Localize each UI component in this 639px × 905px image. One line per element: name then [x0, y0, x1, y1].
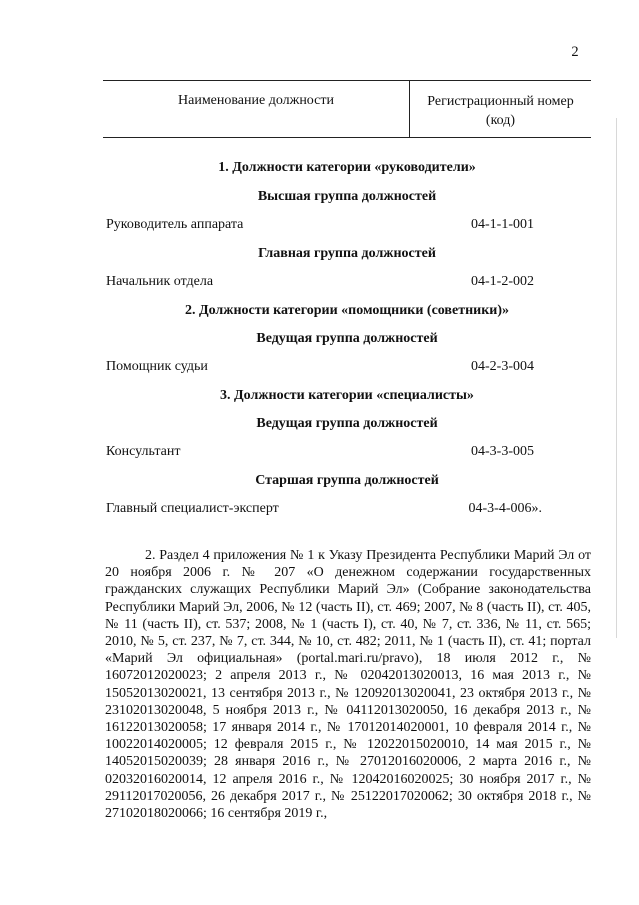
position-name: Руководитель аппарата	[106, 217, 244, 232]
scan-artifact-line	[616, 118, 617, 638]
section-title: 2. Должности категории «помощники (советники)»	[184, 303, 510, 318]
page-number: 2	[571, 44, 579, 60]
header-label-code: Регистрационный номер	[427, 94, 574, 109]
position-row	[106, 501, 542, 517]
position-row	[106, 217, 534, 233]
position-name: Помощник судьи	[106, 359, 208, 374]
position-row	[106, 444, 534, 460]
group-title: Высшая группа должностей	[257, 189, 437, 204]
position-name: Консультант	[106, 444, 181, 459]
group-title: Старшая группа должностей	[255, 473, 439, 488]
position-code: 04-2-3-004	[471, 359, 534, 374]
position-code: 04-3-3-005	[471, 444, 534, 459]
position-row	[106, 274, 534, 290]
group-title: Ведущая группа должностей	[256, 416, 438, 431]
position-name: Главный специалист-эксперт	[106, 501, 279, 516]
body-paragraph: 2. Раздел 4 приложения № 1 к Указу Президента Республики Марий Эл от 20 ноября 2006 г. № 207 «О денежном содержании государственных гражданских служащих Республики Марий Эл» (Собрание законодательства Республики Марий Эл, 2006, № 12 (часть II), ст. 469; 2007, № 8 (часть II), ст. 405, № 11 (часть II), ст. 537; 2008, № 1 (часть I), ст. 40, № 7, ст. 336, № 11, ст. 565; 2010, № 5, ст. 237, № 7, ст. 344, № 10, ст. 482; 2011, № 1 (часть II), ст. 41; портал «Марий Эл официальная» (portal.mari.ru/pravo), 18 июля 2012 г., № 16072012020023; 2 апреля 2013 г., № 02042013020013, 16 мая 2013 г., № 15052013020021, 13 сентября 2013 г., № 12092013020041, 23 октября 2013 г., № 23102013020048, 5 ноября 2013 г., № 04112013020050, 16 декабря 2013 г., № 16122013020058; 17 января 2014 г., № 17012014020001, 10 февраля 2014 г., № 10022014020005; 12 февраля 2015 г., № 12022015020010, 14 мая 2015 г., № 14052015020039; 28 января 2016 г., № 27012016020006, 2 марта 2016 г., № 02032016020014, 12 апреля 2016 г., № 12042016020025; 30 ноября 2017 г., № 29112017020056, 26 декабря 2017 г., № 25122017020062; 30 октября 2018 г., № 27102018020066; 16 сентября 2019 г.,	[105, 548, 591, 822]
group-title: Главная группа должностей	[258, 246, 436, 261]
header-label-code-suffix: (код)	[485, 113, 516, 128]
header-cell-position	[103, 81, 410, 137]
section-title: 3. Должности категории «специалисты»	[220, 388, 474, 403]
position-name: Начальник отдела	[106, 274, 214, 289]
header-label-position: Наименование должности	[178, 93, 334, 108]
position-code: 04-1-2-002	[471, 274, 534, 289]
group-title: Ведущая группа должностей	[256, 331, 438, 346]
position-code: 04-1-1-001	[471, 217, 534, 232]
header-cell-code	[410, 81, 591, 137]
position-code: 04-3-4-006».	[468, 501, 542, 516]
table-header	[103, 80, 591, 138]
position-row	[106, 359, 534, 375]
section-title: 1. Должности категории «руководители»	[218, 160, 476, 175]
